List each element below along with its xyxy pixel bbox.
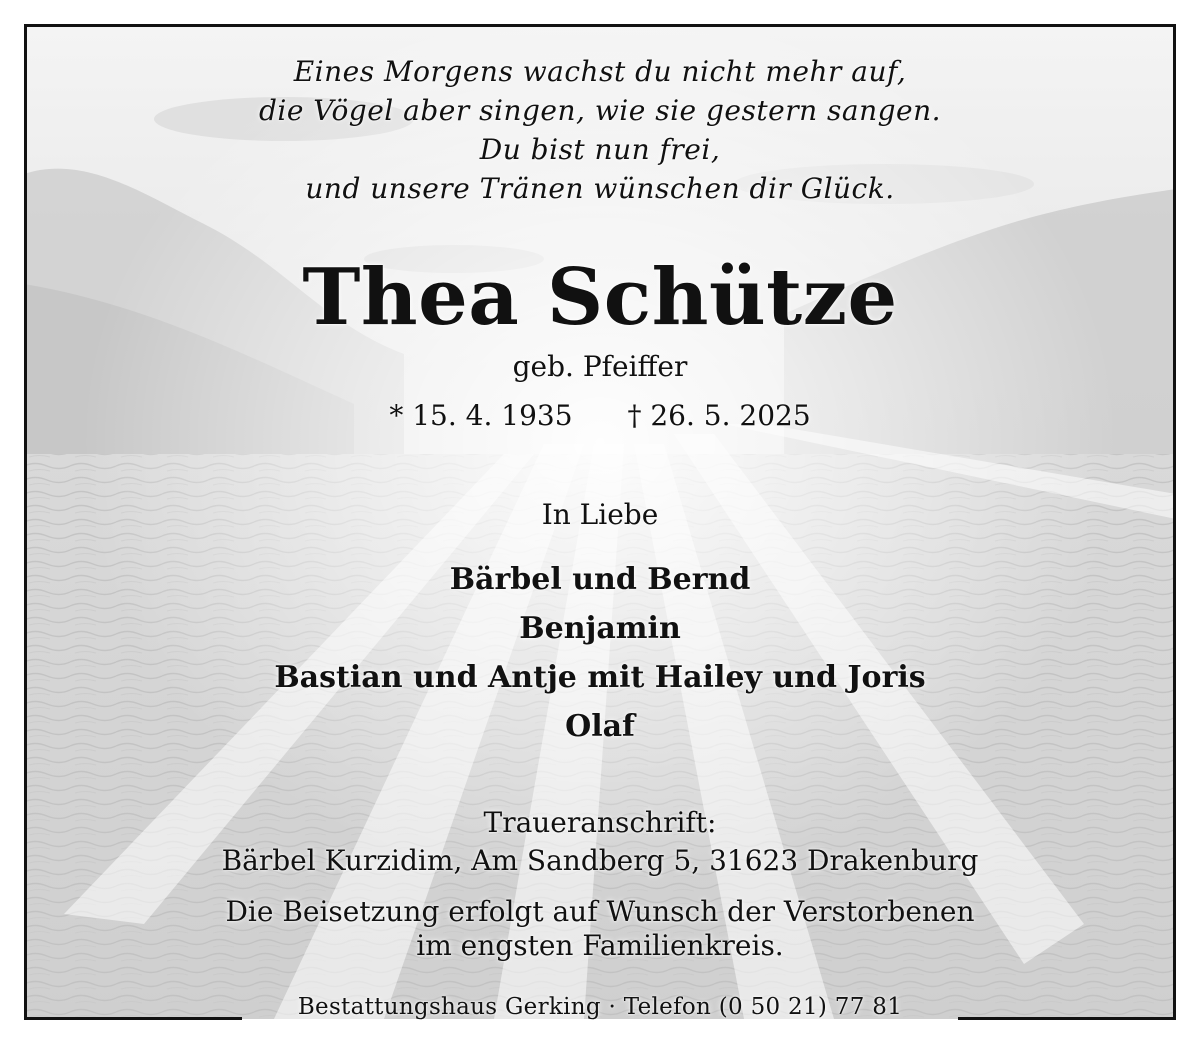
mourning-address bbox=[0, 804, 1200, 880]
funeral-note-line: Die Beisetzung erfolgt auf Wunsch der Verstorbenen bbox=[225, 895, 975, 928]
dedication: In Liebe bbox=[541, 498, 659, 531]
funeral-note bbox=[0, 895, 1200, 963]
mourner-line: Benjamin bbox=[519, 611, 681, 646]
poem-line: Du bist nun frei, bbox=[479, 133, 721, 166]
funeral-note-line: im engsten Familienkreis. bbox=[416, 929, 784, 962]
border-top bbox=[24, 24, 1176, 27]
poem-line: die Vögel aber singen, wie sie gestern sangen. bbox=[258, 94, 942, 127]
death-date: † 26. 5. 2025 bbox=[627, 399, 811, 432]
life-dates bbox=[0, 397, 1200, 435]
mourning-address-label: Traueranschrift: bbox=[483, 806, 717, 839]
mourner-line: Bärbel und Bernd bbox=[449, 562, 751, 597]
mourners-list bbox=[0, 555, 1200, 751]
memorial-poem bbox=[0, 52, 1200, 208]
birth-name: geb. Pfeiffer bbox=[512, 350, 688, 383]
poem-line: Eines Morgens wachst du nicht mehr auf, bbox=[293, 55, 907, 88]
mourner-line: Olaf bbox=[565, 709, 635, 744]
mourner-line: Bastian und Antje mit Hailey und Joris bbox=[274, 660, 926, 695]
funeral-home-footer: Bestattungshaus Gerking · Telefon (0 50 21) 77 81 bbox=[297, 994, 903, 1020]
deceased-name: Thea Schütze bbox=[302, 252, 898, 343]
mourning-address-text: Bärbel Kurzidim, Am Sandberg 5, 31623 Drakenburg bbox=[221, 844, 979, 877]
poem-line: und unsere Tränen wünschen dir Glück. bbox=[305, 172, 895, 205]
birth-date: * 15. 4. 1935 bbox=[389, 399, 573, 432]
